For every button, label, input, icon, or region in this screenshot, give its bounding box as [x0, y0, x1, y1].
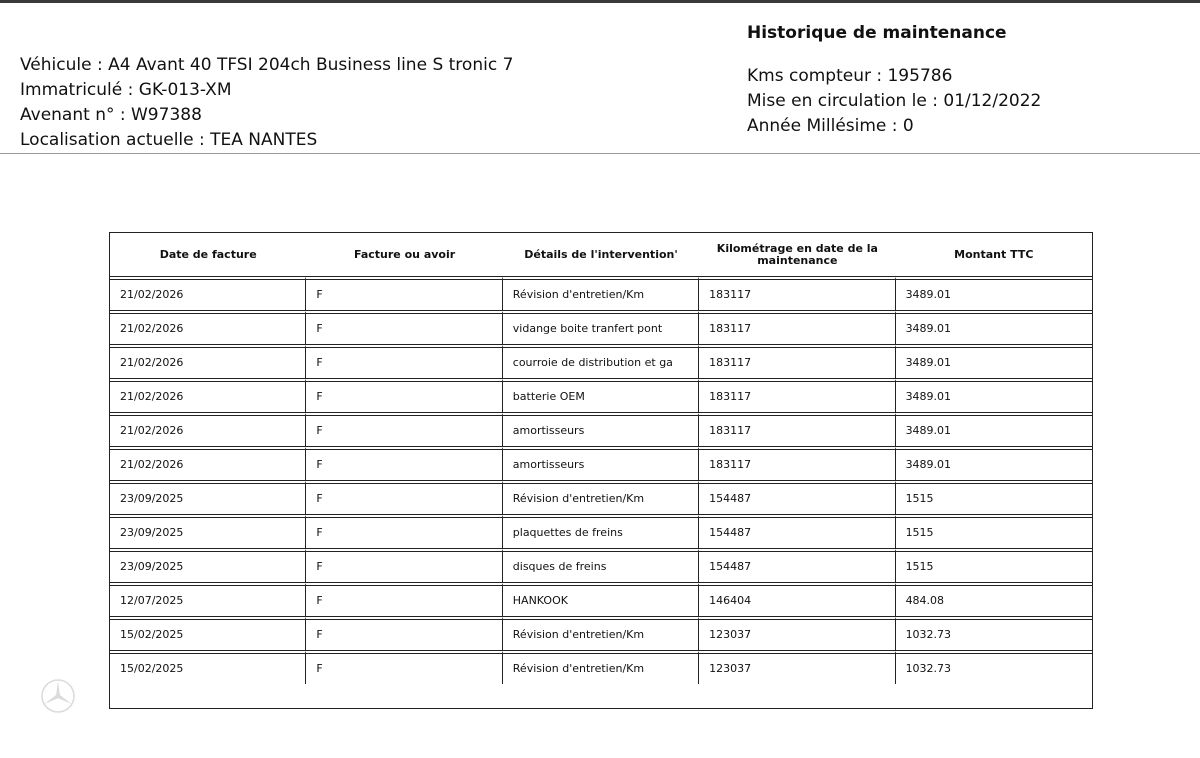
first-registration-date: Mise en circulation le : 01/12/2022 [747, 91, 1042, 111]
intervention-details-cell: Révision d'entretien/Km [503, 651, 699, 684]
amount-cell: 3489.01 [896, 447, 1092, 481]
mileage-cell: 183117 [699, 345, 895, 379]
mileage-cell: 183117 [699, 311, 895, 345]
intervention-details-cell: amortisseurs [503, 413, 699, 447]
header-divider [0, 153, 1200, 154]
amount-cell: 1032.73 [896, 617, 1092, 651]
intervention-details-cell: Révision d'entretien/Km [503, 277, 699, 311]
column-header-intervention-details: Détails de l'intervention' [503, 233, 699, 277]
mileage-cell: 183117 [699, 447, 895, 481]
vehicle-model: Véhicule : A4 Avant 40 TFSI 204ch Business line S tronic 7 [20, 55, 514, 75]
invoice-date-cell: 21/02/2026 [110, 311, 306, 345]
table-body [110, 277, 1092, 684]
table-row [110, 311, 1092, 345]
invoice-date-cell: 21/02/2026 [110, 345, 306, 379]
column-header-amount: Montant TTC [896, 233, 1092, 277]
invoice-type-cell: F [306, 447, 502, 481]
amount-cell: 484.08 [896, 583, 1092, 617]
mileage-cell: 183117 [699, 379, 895, 413]
invoice-date-cell: 21/02/2026 [110, 379, 306, 413]
intervention-details-cell: Révision d'entretien/Km [503, 617, 699, 651]
mileage-cell: 123037 [699, 617, 895, 651]
amount-cell: 1515 [896, 515, 1092, 549]
invoice-type-cell: F [306, 345, 502, 379]
amount-cell: 3489.01 [896, 311, 1092, 345]
invoice-type-cell: F [306, 549, 502, 583]
intervention-details-cell: HANKOOK [503, 583, 699, 617]
table-header-row [110, 233, 1092, 277]
column-header-invoice-date: Date de facture [110, 233, 306, 277]
invoice-type-cell: F [306, 617, 502, 651]
intervention-details-cell: disques de freins [503, 549, 699, 583]
mileage-cell: 154487 [699, 515, 895, 549]
intervention-details-cell: courroie de distribution et ga [503, 345, 699, 379]
table-row [110, 447, 1092, 481]
invoice-type-cell: F [306, 379, 502, 413]
vehicle-amendment: Avenant n° : W97388 [20, 105, 202, 125]
mercedes-star-watermark-icon [40, 678, 76, 714]
invoice-date-cell: 15/02/2025 [110, 651, 306, 684]
intervention-details-cell: batterie OEM [503, 379, 699, 413]
table-row [110, 651, 1092, 684]
model-year: Année Millésime : 0 [747, 116, 914, 136]
table-row [110, 549, 1092, 583]
amount-cell: 3489.01 [896, 379, 1092, 413]
intervention-details-cell: amortisseurs [503, 447, 699, 481]
column-header-invoice-type: Facture ou avoir [306, 233, 502, 277]
table-row [110, 481, 1092, 515]
maintenance-table-container [109, 232, 1093, 709]
invoice-type-cell: F [306, 277, 502, 311]
page-title: Historique de maintenance [747, 23, 1007, 43]
table-row [110, 617, 1092, 651]
table-row [110, 583, 1092, 617]
amount-cell: 3489.01 [896, 413, 1092, 447]
mileage-cell: 183117 [699, 413, 895, 447]
invoice-type-cell: F [306, 481, 502, 515]
amount-cell: 3489.01 [896, 345, 1092, 379]
mileage-cell: 183117 [699, 277, 895, 311]
intervention-details-cell: vidange boite tranfert pont [503, 311, 699, 345]
vehicle-info [20, 53, 513, 153]
invoice-date-cell: 23/09/2025 [110, 481, 306, 515]
intervention-details-cell: Révision d'entretien/Km [503, 481, 699, 515]
column-header-mileage: Kilométrage en date de la maintenance [699, 233, 895, 277]
table-row [110, 345, 1092, 379]
invoice-date-cell: 21/02/2026 [110, 277, 306, 311]
maintenance-table [110, 233, 1092, 684]
amount-cell: 1032.73 [896, 651, 1092, 684]
odometer: Kms compteur : 195786 [747, 66, 953, 86]
invoice-date-cell: 23/09/2025 [110, 549, 306, 583]
invoice-date-cell: 23/09/2025 [110, 515, 306, 549]
invoice-date-cell: 21/02/2026 [110, 447, 306, 481]
mileage-cell: 146404 [699, 583, 895, 617]
table-row [110, 379, 1092, 413]
table-row [110, 413, 1092, 447]
amount-cell: 1515 [896, 481, 1092, 515]
mileage-cell: 154487 [699, 549, 895, 583]
invoice-date-cell: 15/02/2025 [110, 617, 306, 651]
table-row [110, 515, 1092, 549]
report-meta [747, 64, 1041, 139]
invoice-type-cell: F [306, 583, 502, 617]
amount-cell: 3489.01 [896, 277, 1092, 311]
table-row [110, 277, 1092, 311]
vehicle-registration: Immatriculé : GK-013-XM [20, 80, 232, 100]
invoice-date-cell: 21/02/2026 [110, 413, 306, 447]
top-border [0, 0, 1200, 3]
vehicle-location: Localisation actuelle : TEA NANTES [20, 130, 318, 150]
amount-cell: 1515 [896, 549, 1092, 583]
mileage-cell: 123037 [699, 651, 895, 684]
mileage-cell: 154487 [699, 481, 895, 515]
invoice-date-cell: 12/07/2025 [110, 583, 306, 617]
invoice-type-cell: F [306, 311, 502, 345]
intervention-details-cell: plaquettes de freins [503, 515, 699, 549]
invoice-type-cell: F [306, 413, 502, 447]
invoice-type-cell: F [306, 515, 502, 549]
invoice-type-cell: F [306, 651, 502, 684]
